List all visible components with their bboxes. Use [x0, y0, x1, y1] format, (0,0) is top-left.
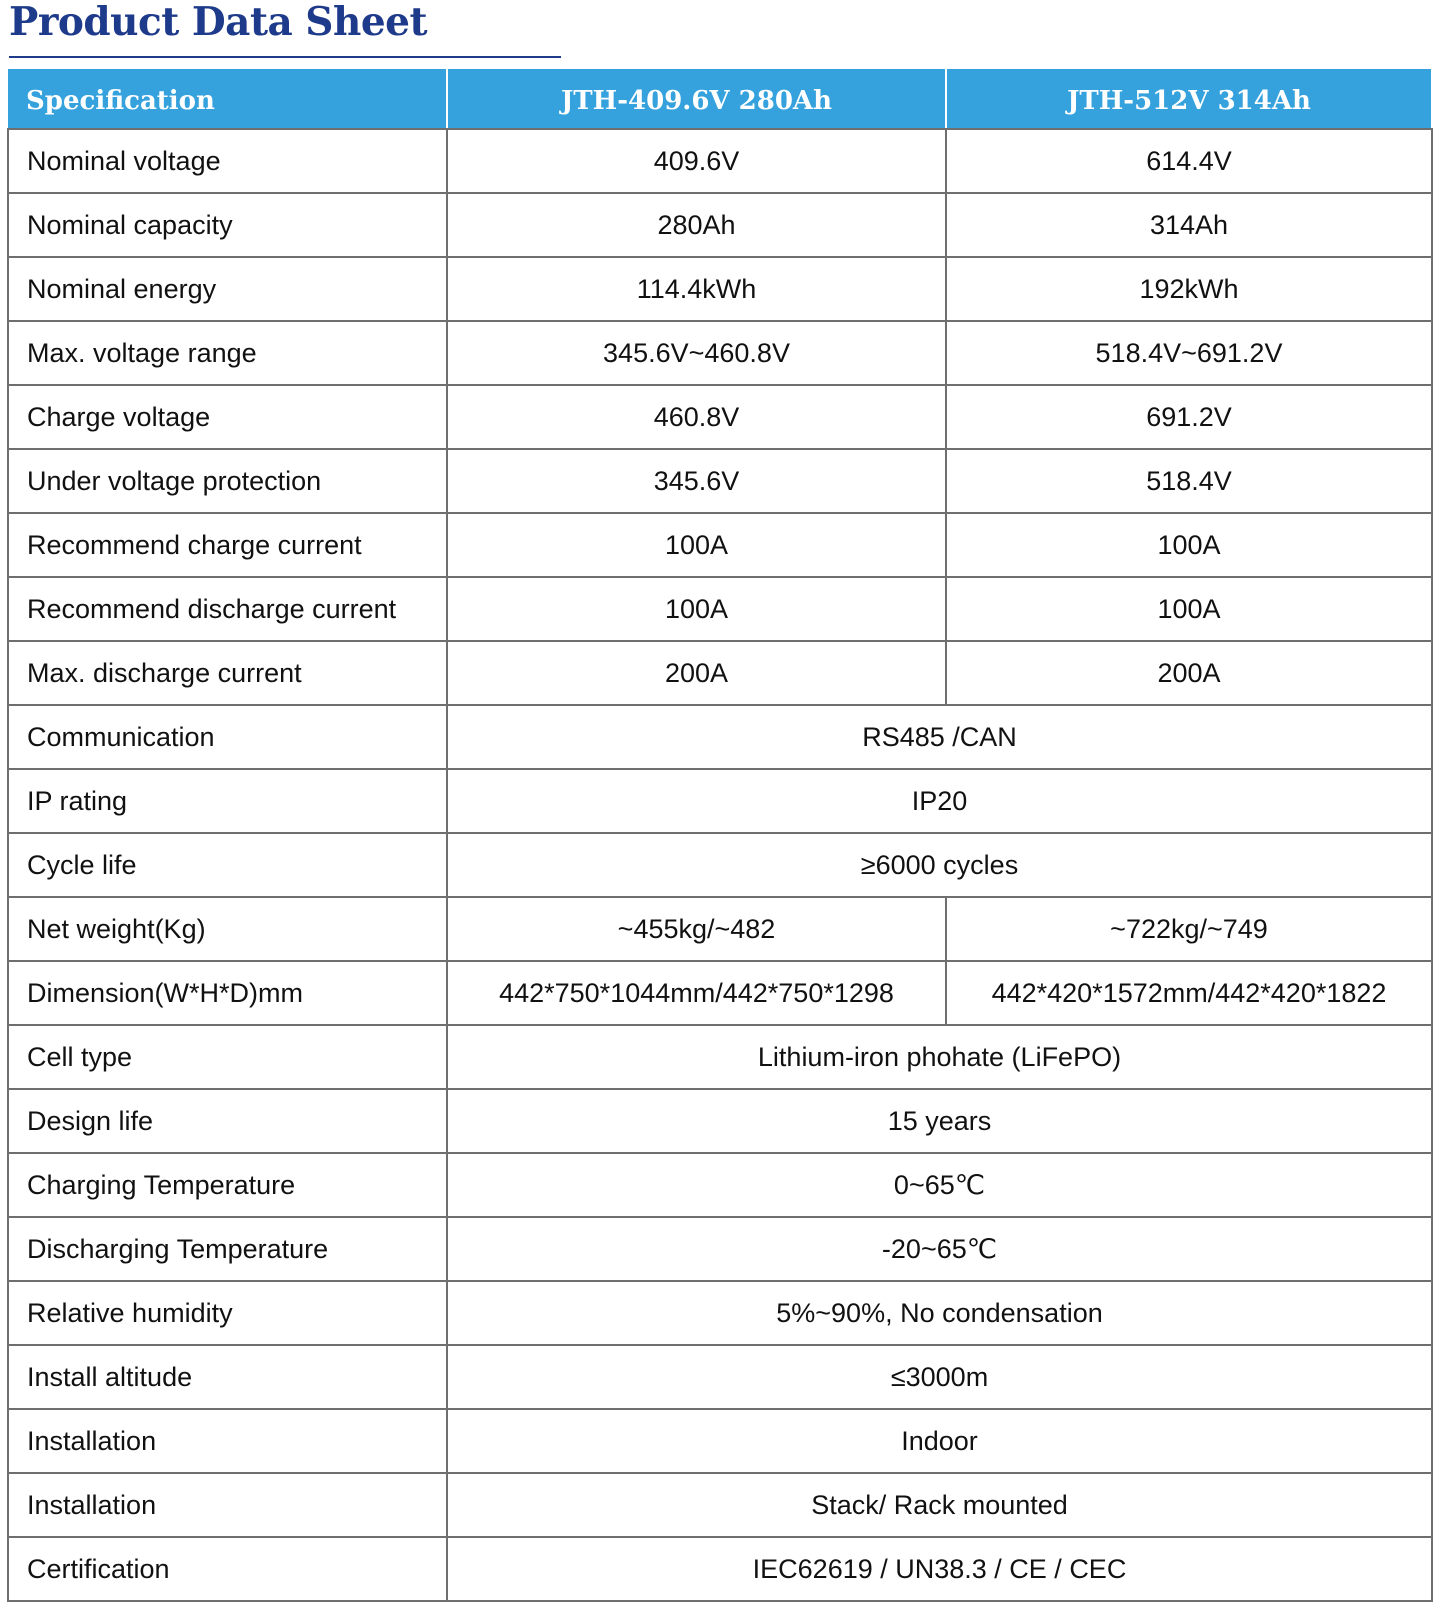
row-value-model-2: 200A	[946, 641, 1432, 705]
table-row	[8, 193, 1432, 257]
row-value-shared: IEC62619 / UN38.3 / CE / CEC	[447, 1537, 1432, 1601]
table-row	[8, 769, 1432, 833]
table-row	[8, 449, 1432, 513]
row-value-shared: Stack/ Rack mounted	[447, 1473, 1432, 1537]
row-label: Design life	[8, 1089, 447, 1153]
header-model-2: JTH-512V 314Ah	[946, 69, 1432, 129]
row-value-model-1: 442*750*1044mm/442*750*1298	[447, 961, 946, 1025]
row-label: Net weight(Kg)	[8, 897, 447, 961]
table-row	[8, 513, 1432, 577]
row-label: Dimension(W*H*D)mm	[8, 961, 447, 1025]
row-value-model-1: 345.6V	[447, 449, 946, 513]
table-row	[8, 897, 1432, 961]
table-row	[8, 1025, 1432, 1089]
row-label: Nominal voltage	[8, 129, 447, 193]
spec-table-body	[8, 129, 1432, 1601]
table-row	[8, 833, 1432, 897]
row-label: Recommend discharge current	[8, 577, 447, 641]
row-label: Max. voltage range	[8, 321, 447, 385]
row-value-model-1: 345.6V~460.8V	[447, 321, 946, 385]
row-value-model-1: 100A	[447, 513, 946, 577]
row-label: Communication	[8, 705, 447, 769]
table-row	[8, 1537, 1432, 1601]
row-label: Nominal capacity	[8, 193, 447, 257]
table-row	[8, 257, 1432, 321]
table-row	[8, 641, 1432, 705]
row-label: Charging Temperature	[8, 1153, 447, 1217]
row-value-model-2: 100A	[946, 577, 1432, 641]
row-value-shared: ≥6000 cycles	[447, 833, 1432, 897]
row-label: Discharging Temperature	[8, 1217, 447, 1281]
row-value-model-2: 314Ah	[946, 193, 1432, 257]
table-header-row	[8, 69, 1432, 129]
table-row	[8, 961, 1432, 1025]
row-value-shared: IP20	[447, 769, 1432, 833]
row-label: Cycle life	[8, 833, 447, 897]
row-value-model-1: 460.8V	[447, 385, 946, 449]
row-value-model-1: 200A	[447, 641, 946, 705]
row-value-shared: 15 years	[447, 1089, 1432, 1153]
page-title: Product Data Sheet	[9, 0, 427, 45]
row-value-model-1: ~455kg/~482	[447, 897, 946, 961]
table-row	[8, 1281, 1432, 1345]
row-value-shared: RS485 /CAN	[447, 705, 1432, 769]
table-row	[8, 1345, 1432, 1409]
row-label: Installation	[8, 1473, 447, 1537]
row-value-model-1: 280Ah	[447, 193, 946, 257]
row-value-shared: 5%~90%, No condensation	[447, 1281, 1432, 1345]
header-specification: Specification	[8, 69, 447, 129]
row-value-model-2: 518.4V~691.2V	[946, 321, 1432, 385]
row-value-model-2: ~722kg/~749	[946, 897, 1432, 961]
row-value-shared: 0~65℃	[447, 1153, 1432, 1217]
row-value-model-2: 100A	[946, 513, 1432, 577]
row-label: Install altitude	[8, 1345, 447, 1409]
row-label: Nominal energy	[8, 257, 447, 321]
table-row	[8, 385, 1432, 449]
table-row	[8, 1409, 1432, 1473]
title-underline	[9, 56, 561, 58]
row-label: Relative humidity	[8, 1281, 447, 1345]
table-row	[8, 321, 1432, 385]
row-label: Installation	[8, 1409, 447, 1473]
row-value-shared: Indoor	[447, 1409, 1432, 1473]
row-value-shared: Lithium-iron phohate (LiFePO)	[447, 1025, 1432, 1089]
table-row	[8, 705, 1432, 769]
table-row	[8, 1217, 1432, 1281]
row-label: Charge voltage	[8, 385, 447, 449]
row-value-model-2: 614.4V	[946, 129, 1432, 193]
row-value-model-2: 518.4V	[946, 449, 1432, 513]
table-row	[8, 1473, 1432, 1537]
row-value-model-2: 192kWh	[946, 257, 1432, 321]
table-row	[8, 1089, 1432, 1153]
row-label: Recommend charge current	[8, 513, 447, 577]
table-row	[8, 129, 1432, 193]
row-label: Max. discharge current	[8, 641, 447, 705]
row-value-shared: -20~65℃	[447, 1217, 1432, 1281]
row-label: IP rating	[8, 769, 447, 833]
row-label: Certification	[8, 1537, 447, 1601]
row-label: Under voltage protection	[8, 449, 447, 513]
spec-table	[7, 69, 1433, 1602]
table-row	[8, 1153, 1432, 1217]
header-model-1: JTH-409.6V 280Ah	[447, 69, 946, 129]
row-value-model-1: 100A	[447, 577, 946, 641]
row-label: Cell type	[8, 1025, 447, 1089]
table-row	[8, 577, 1432, 641]
row-value-model-2: 442*420*1572mm/442*420*1822	[946, 961, 1432, 1025]
row-value-shared: ≤3000m	[447, 1345, 1432, 1409]
row-value-model-2: 691.2V	[946, 385, 1432, 449]
row-value-model-1: 409.6V	[447, 129, 946, 193]
row-value-model-1: 114.4kWh	[447, 257, 946, 321]
